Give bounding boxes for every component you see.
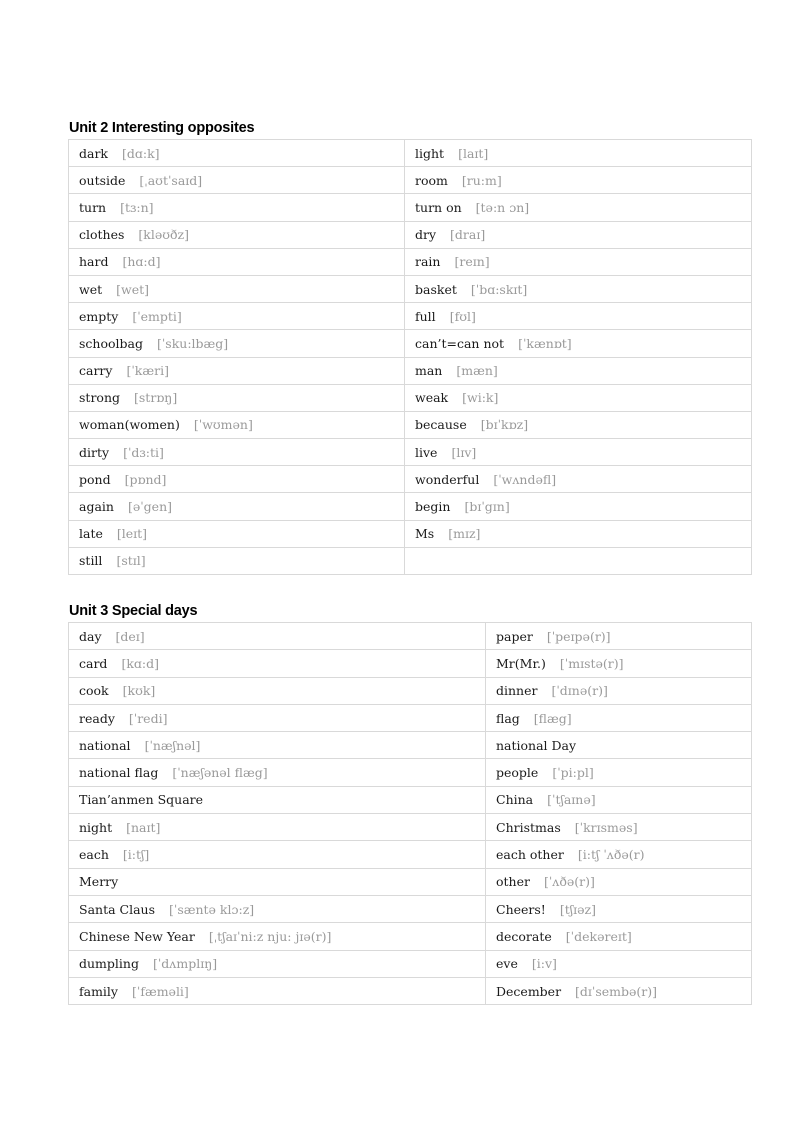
vocab-phonetic: [ˈpi:pl]: [552, 765, 594, 781]
unit3-title: Unit 3 Special days: [69, 603, 198, 619]
vocab-word: carry: [79, 363, 113, 379]
unit2-title: Unit 2 Interesting opposites: [69, 120, 255, 136]
vocab-phonetic: [i:v]: [531, 956, 557, 972]
vocab-cell: [405, 330, 752, 357]
vocab-cell: [69, 786, 486, 813]
vocab-phonetic: [wet]: [116, 281, 149, 297]
table-row: [69, 221, 752, 248]
vocab-cell: [405, 303, 752, 330]
vocab-word: because: [415, 417, 467, 433]
vocab-word: Merry: [79, 874, 119, 890]
vocab-cell: [486, 704, 752, 731]
vocab-cell: [69, 704, 486, 731]
vocab-phonetic: [tə:n ɔn]: [475, 199, 530, 215]
vocab-word: begin: [415, 499, 451, 515]
vocab-cell: [69, 466, 405, 493]
table-row: [69, 677, 752, 704]
vocab-word: rain: [415, 254, 441, 270]
vocab-cell: [69, 140, 405, 167]
vocab-cell: [69, 384, 405, 411]
vocab-cell: [69, 493, 405, 520]
table-row: [69, 841, 752, 868]
vocab-phonetic: [hɑ:d]: [122, 254, 161, 270]
vocab-word: wet: [79, 281, 103, 297]
table-row: [69, 275, 752, 302]
vocab-cell: [69, 357, 405, 384]
vocab-phonetic: [tɜ:n]: [120, 199, 154, 215]
vocab-word: room: [415, 172, 448, 188]
vocab-cell: [405, 547, 752, 574]
vocab-cell: [69, 194, 405, 221]
table-row: [69, 650, 752, 677]
vocab-word: national: [79, 737, 131, 753]
vocab-cell: [69, 221, 405, 248]
vocab-phonetic: [ˌtʃaɪˈni:z nju: jɪə(r)]: [208, 928, 332, 944]
vocab-word: light: [415, 145, 445, 161]
vocab-word: each: [79, 847, 109, 863]
vocab-phonetic: [əˈgen]: [127, 499, 173, 515]
vocab-word: turn on: [415, 199, 462, 215]
vocab-cell: [69, 275, 405, 302]
vocab-cell: [486, 732, 752, 759]
vocab-cell: [69, 759, 486, 786]
vocab-word: dirty: [79, 444, 110, 460]
vocab-cell: [69, 248, 405, 275]
vocab-cell: [405, 140, 752, 167]
table-row: [69, 520, 752, 547]
unit3-vocab-table: [68, 622, 752, 1005]
vocab-phonetic: [ˈdɪnə(r)]: [551, 683, 608, 699]
vocab-phonetic: [ˈempti]: [132, 308, 182, 324]
vocab-phonetic: [ˈdʌmplɪŋ]: [152, 956, 218, 972]
unit2-vocab-table: [68, 139, 752, 575]
vocab-cell: [405, 493, 752, 520]
vocab-phonetic: [ˈnæʃənəl flæg]: [172, 765, 268, 781]
vocab-cell: [69, 167, 405, 194]
table-row: [69, 167, 752, 194]
table-row: [69, 357, 752, 384]
vocab-phonetic: [kɑ:d]: [121, 655, 159, 671]
vocab-word: people: [496, 765, 539, 781]
vocab-word: Christmas: [496, 819, 561, 835]
vocab-cell: [69, 923, 486, 950]
vocab-phonetic: [draɪ]: [450, 227, 486, 243]
vocab-cell: [69, 868, 486, 895]
vocab-cell: [69, 950, 486, 977]
vocab-cell: [69, 439, 405, 466]
vocab-cell: [69, 303, 405, 330]
vocab-phonetic: [stɪl]: [116, 553, 146, 569]
vocab-phonetic: [leɪt]: [116, 526, 148, 542]
vocab-word: December: [496, 983, 562, 999]
vocab-phonetic: [ˈsæntə klɔ:z]: [169, 901, 255, 917]
vocab-word: turn: [79, 199, 107, 215]
table-row: [69, 977, 752, 1004]
vocab-phonetic: [naɪt]: [126, 819, 161, 835]
vocab-phonetic: [ˈkæri]: [126, 363, 169, 379]
vocab-word: full: [415, 308, 436, 324]
vocab-word: other: [496, 874, 530, 890]
vocab-word: Santa Claus: [79, 901, 155, 917]
vocab-cell: [69, 895, 486, 922]
vocab-word: hard: [79, 254, 109, 270]
vocab-cell: [486, 786, 752, 813]
table-row: [69, 786, 752, 813]
vocab-cell: [486, 977, 752, 1004]
vocab-phonetic: [deɪ]: [115, 628, 145, 644]
vocab-cell: [69, 677, 486, 704]
vocab-phonetic: [ˈkænɒt]: [518, 335, 572, 351]
vocab-cell: [405, 411, 752, 438]
vocab-phonetic: [ˌaʊtˈsaɪd]: [139, 172, 203, 188]
table-row: [69, 303, 752, 330]
vocab-word: Chinese New Year: [79, 928, 195, 944]
vocab-cell: [486, 759, 752, 786]
vocab-phonetic: [ˈʌðə(r)]: [543, 874, 595, 890]
vocab-cell: [405, 167, 752, 194]
table-row: [69, 923, 752, 950]
vocab-word: ready: [79, 710, 115, 726]
vocab-word: night: [79, 819, 113, 835]
vocab-word: China: [496, 792, 534, 808]
vocab-cell: [69, 732, 486, 759]
vocab-cell: [405, 248, 752, 275]
vocab-word: Ms: [415, 526, 435, 542]
table-row: [69, 732, 752, 759]
vocab-cell: [486, 841, 752, 868]
table-row: [69, 623, 752, 650]
vocab-word: empty: [79, 308, 119, 324]
vocab-word: dumpling: [79, 956, 139, 972]
vocab-cell: [69, 330, 405, 357]
table-row: [69, 493, 752, 520]
vocab-word: weak: [415, 390, 449, 406]
table-row: [69, 547, 752, 574]
unit3-tbody: [69, 623, 752, 1005]
vocab-phonetic: [i:tʃ ˈʌðə(r): [577, 847, 645, 863]
vocab-word: pond: [79, 471, 111, 487]
vocab-word: family: [79, 983, 118, 999]
vocab-word: dinner: [496, 683, 538, 699]
vocab-cell: [405, 520, 752, 547]
vocab-word: national Day: [496, 737, 577, 753]
table-row: [69, 248, 752, 275]
vocab-word: strong: [79, 390, 120, 406]
vocab-phonetic: [i:tʃ]: [122, 847, 150, 863]
vocab-cell: [69, 547, 405, 574]
vocab-cell: [69, 411, 405, 438]
vocab-cell: [405, 357, 752, 384]
vocab-phonetic: [pɒnd]: [124, 471, 167, 487]
vocab-word: card: [79, 655, 108, 671]
vocab-phonetic: [bɪˈkɒz]: [480, 417, 529, 433]
vocab-cell: [69, 520, 405, 547]
vocab-phonetic: [ˈredi]: [128, 710, 168, 726]
vocab-word: each other: [496, 847, 564, 863]
vocab-phonetic: [kləʊðz]: [138, 227, 190, 243]
vocab-word: can’t=can not: [415, 335, 505, 351]
vocab-cell: [486, 868, 752, 895]
vocab-cell: [486, 814, 752, 841]
vocab-cell: [405, 384, 752, 411]
vocab-word: dark: [79, 145, 109, 161]
vocab-cell: [69, 814, 486, 841]
vocab-word: wonderful: [415, 471, 480, 487]
vocab-cell: [486, 650, 752, 677]
table-row: [69, 466, 752, 493]
table-row: [69, 140, 752, 167]
vocab-phonetic: [mɪz]: [448, 526, 481, 542]
vocab-word: Mr(Mr.): [496, 655, 546, 671]
vocab-word: Tian’anmen Square: [79, 792, 204, 808]
vocab-word: still: [79, 553, 103, 569]
unit2-tbody: [69, 140, 752, 575]
vocab-cell: [69, 623, 486, 650]
table-row: [69, 330, 752, 357]
vocab-word: again: [79, 499, 114, 515]
vocab-cell: [486, 923, 752, 950]
vocab-phonetic: [mæn]: [456, 363, 498, 379]
vocab-word: dry: [415, 227, 437, 243]
vocab-cell: [486, 950, 752, 977]
vocab-word: eve: [496, 956, 518, 972]
vocab-word: woman(women): [79, 417, 180, 433]
vocab-phonetic: [kʊk]: [122, 683, 156, 699]
table-row: [69, 194, 752, 221]
vocab-phonetic: [wi:k]: [462, 390, 499, 406]
vocab-phonetic: [ˈkrɪsməs]: [574, 819, 638, 835]
vocab-cell: [486, 677, 752, 704]
vocab-word: late: [79, 526, 103, 542]
vocab-phonetic: [strɒŋ]: [134, 390, 178, 406]
vocab-phonetic: [flæg]: [533, 710, 572, 726]
table-row: [69, 759, 752, 786]
vocab-phonetic: [ˈpeɪpə(r)]: [546, 628, 611, 644]
vocab-cell: [486, 623, 752, 650]
vocab-phonetic: [dɑ:k]: [122, 145, 160, 161]
table-row: [69, 384, 752, 411]
vocab-word: live: [415, 444, 438, 460]
vocab-phonetic: [ˈtʃaɪnə]: [547, 792, 596, 808]
vocab-phonetic: [ˈnæʃnəl]: [144, 737, 201, 753]
vocab-phonetic: [ˈdɜ:ti]: [123, 444, 164, 460]
table-row: [69, 439, 752, 466]
vocab-phonetic: [ˈsku:lbæg]: [156, 335, 229, 351]
vocab-phonetic: [fʊl]: [449, 308, 476, 324]
vocab-word: paper: [496, 628, 533, 644]
vocab-word: clothes: [79, 227, 125, 243]
table-row: [69, 950, 752, 977]
vocab-word: flag: [496, 710, 520, 726]
vocab-word: cook: [79, 683, 109, 699]
vocab-word: decorate: [496, 928, 552, 944]
vocab-phonetic: [ˈdekəreɪt]: [565, 928, 632, 944]
vocab-phonetic: [ˈwʊmən]: [193, 417, 253, 433]
vocab-word: basket: [415, 281, 457, 297]
vocab-phonetic: [ˈmɪstə(r)]: [559, 655, 624, 671]
vocab-word: schoolbag: [79, 335, 143, 351]
vocab-word: national flag: [79, 765, 159, 781]
vocab-phonetic: [ru:m]: [461, 172, 502, 188]
vocab-word: man: [415, 363, 443, 379]
vocab-phonetic: [reɪn]: [454, 254, 490, 270]
vocab-phonetic: [lɪv]: [451, 444, 477, 460]
vocab-cell: [69, 841, 486, 868]
vocab-phonetic: [ˈbɑ:skɪt]: [470, 281, 528, 297]
vocab-word: day: [79, 628, 102, 644]
table-row: [69, 704, 752, 731]
vocab-phonetic: [ˈfæməli]: [132, 983, 189, 999]
vocab-cell: [405, 439, 752, 466]
table-row: [69, 868, 752, 895]
vocab-cell: [405, 194, 752, 221]
vocab-word: outside: [79, 172, 126, 188]
vocab-phonetic: [tʃɪəz]: [559, 901, 596, 917]
vocab-cell: [69, 977, 486, 1004]
vocab-phonetic: [dɪˈsembə(r)]: [575, 983, 658, 999]
vocab-word: Cheers!: [496, 901, 546, 917]
vocab-cell: [405, 221, 752, 248]
vocab-cell: [405, 466, 752, 493]
vocab-cell: [405, 275, 752, 302]
vocab-phonetic: [ˈwʌndəfl]: [493, 471, 557, 487]
table-row: [69, 814, 752, 841]
table-row: [69, 411, 752, 438]
vocab-cell: [486, 895, 752, 922]
vocab-phonetic: [laɪt]: [458, 145, 489, 161]
table-row: [69, 895, 752, 922]
vocab-cell: [69, 650, 486, 677]
vocab-phonetic: [bɪˈgɪn]: [464, 499, 510, 515]
